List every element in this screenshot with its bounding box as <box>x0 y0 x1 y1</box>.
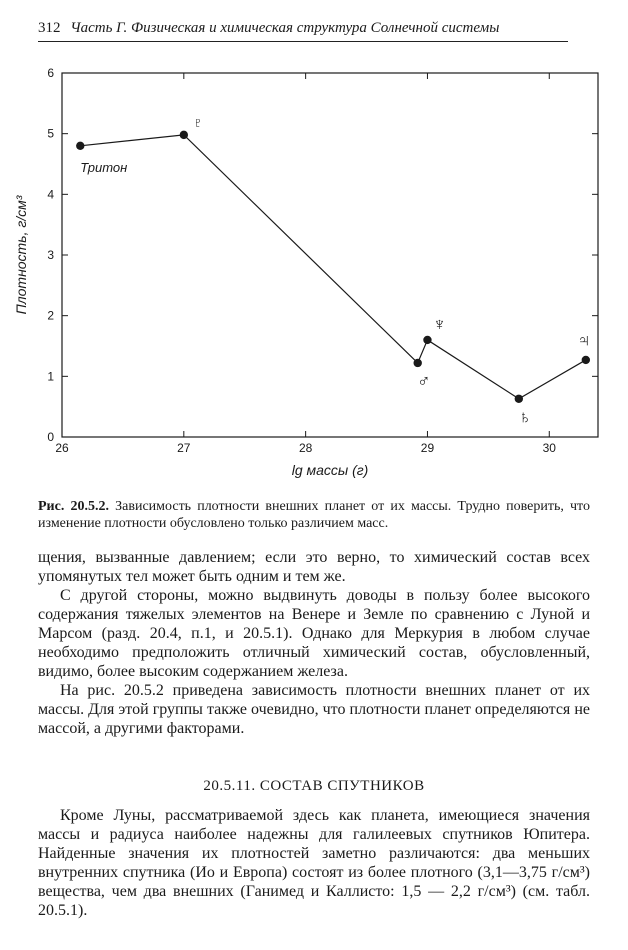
data-point <box>180 131 188 139</box>
point-label: ♄ <box>518 406 532 427</box>
point-label: ♂ <box>416 370 431 391</box>
caption-label: Рис. 20.5.2. <box>38 499 109 514</box>
point-label: ♃ <box>577 329 591 350</box>
point-label: ♇ <box>192 113 204 130</box>
data-point <box>76 142 84 150</box>
running-title: Часть Г. Физическая и химическая структура Солнечной системы <box>70 20 500 36</box>
data-point <box>414 359 422 367</box>
density-line <box>80 135 586 399</box>
paragraph-3: На рис. 20.5.2 приведена зависимость плотности внешних планет от их массы. Для этой группы также очевидно, что плотности планет определяются не массой, а другими факторами. <box>38 682 590 737</box>
section-title: 20.5.11. СОСТАВ СПУТНИКОВ <box>203 778 425 794</box>
point-label: Тритон <box>80 159 128 175</box>
page-number: 312 <box>38 20 61 36</box>
data-point <box>582 356 590 364</box>
y-tick-label: 1 <box>47 369 54 384</box>
chart-series <box>76 114 590 427</box>
paragraph-2: С другой стороны, можно выдвинуть доводы в пользу более высокого содержания тяжелых элементов на Венере и Земле по сравнению с Луной и Марсом (разд. 20.4, п.1, и 20.5.1). Однако для Меркурия в любом случае необходимо предположить отличный химический состав, обусловленный, видимо, более высоким содержанием железа. <box>38 587 590 680</box>
data-point <box>515 395 523 403</box>
point-label: ♆ <box>432 313 447 334</box>
paragraph-1: щения, вызванные давлением; если это верно, то химический состав всех упомянутых тел может быть одним и тем же. <box>38 549 590 585</box>
plot-frame <box>62 73 598 437</box>
section-body <box>38 806 590 920</box>
x-tick-label: 27 <box>177 441 191 455</box>
y-tick-label: 2 <box>47 308 54 323</box>
section-paragraph: Кроме Луны, рассматриваемой здесь как планета, имеющиеся значения массы и радиуса наиболее надежны для галилеевых спутников Юпитера. Найденные значения их плотностей заметно различаются: два меньших внутренних спутника (Ио и Европа) состоят из более плотного (3,1—3,75 г/см³) вещества, чем два внешних (Ганимед и Каллисто: 1,5 — 2,2 г/см³) (см. табл. 20.5.1). <box>38 807 590 919</box>
data-point <box>423 336 431 344</box>
y-tick-label: 0 <box>47 430 54 444</box>
x-tick-label: 30 <box>542 441 556 455</box>
x-tick-label: 28 <box>298 441 313 455</box>
x-axis-label: lg массы (г) <box>291 462 369 478</box>
y-axis-label: Плотность, г/см³ <box>13 195 29 315</box>
running-header <box>38 20 568 42</box>
density-chart <box>0 55 628 485</box>
y-tick-label: 4 <box>47 187 54 202</box>
y-tick-label: 6 <box>47 66 54 80</box>
body-text <box>38 548 590 738</box>
y-tick-label: 3 <box>47 248 54 262</box>
caption-text: Зависимость плотности внешних планет от их массы. Трудно поверить, что изменение плотности обусловлено только различием масс. <box>38 499 590 531</box>
x-tick-label: 29 <box>420 441 435 455</box>
figure-caption <box>38 498 590 532</box>
y-tick-label: 5 <box>47 126 54 141</box>
x-tick-label: 26 <box>55 441 69 455</box>
